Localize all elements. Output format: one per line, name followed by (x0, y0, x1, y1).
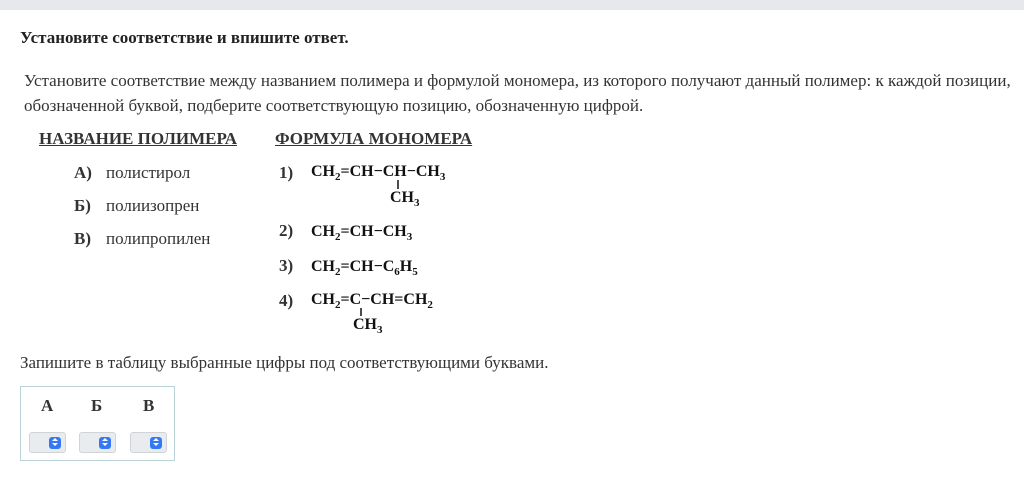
option-letter: А) (74, 163, 92, 182)
task-heading: Установите соответствие и впишите ответ. (20, 28, 349, 47)
answer-header-b: Б (91, 396, 103, 415)
answer-table (20, 386, 175, 461)
svg-text:CH3: $CH_3$ (390, 189, 420, 209)
answer-select-a[interactable] (29, 432, 66, 453)
formula-1-image (308, 158, 478, 210)
option-letter: В) (74, 229, 91, 248)
option-letter: Б) (74, 196, 91, 215)
svg-text:CH2=CH−CH3: $CH_2=CH-CH_3$ (311, 223, 413, 243)
formula-4-image (308, 286, 478, 338)
answer-header-a: А (41, 396, 54, 415)
monomer-formula-4 (308, 286, 478, 343)
monomer-number-3: 3) (279, 256, 294, 275)
option-name: полипропилен (106, 229, 211, 248)
answer-select-c[interactable] (130, 432, 167, 453)
svg-text:CH2=C−CH=CH2: $CH_2=C-CH=CH_2$ (311, 291, 433, 311)
monomer-formula-3 (308, 253, 448, 286)
svg-text:CH2=CH−C6H5: $CH_2=CH-C_6H_5$ (311, 258, 418, 278)
monomer-formula-1 (308, 158, 478, 215)
monomer-number-4: 4) (279, 291, 294, 310)
option-name: полистирол (106, 163, 191, 182)
top-bar (0, 0, 1024, 10)
answer-instruction: Запишите в таблицу выбранные цифры под соответствующими буквами. (20, 353, 549, 372)
option-name: полиизопрен (106, 196, 200, 215)
answer-select-b[interactable] (79, 432, 116, 453)
polymer-option-c (74, 229, 210, 249)
polymer-option-b (74, 196, 199, 216)
formula-3-image (308, 253, 448, 281)
select-arrows-icon (49, 437, 61, 449)
polymer-column-title: НАЗВАНИЕ ПОЛИМЕРА (39, 129, 237, 148)
task-intro: Установите соответствие между названием полимера и формулой мономера, из которого получают данный полимер: к каждой позиции, обозначенной буквой, подберите соответствующую позицию, обозначенную цифрой. (24, 71, 1011, 115)
monomer-number-2: 2) (279, 221, 294, 240)
select-arrows-icon (99, 437, 111, 449)
monomer-number-1: 1) (279, 163, 294, 182)
answer-header-c: В (143, 396, 155, 415)
monomer-column-title: ФОРМУЛА МОНОМЕРА (275, 129, 473, 148)
svg-text:CH3: $CH_3$ (353, 316, 383, 336)
monomer-formula-2 (308, 218, 438, 249)
select-arrows-icon (150, 437, 162, 449)
polymer-option-a (74, 163, 190, 183)
svg-text:CH2=CH−CH−CH3: $CH_2=CH-CH-CH_3$ (311, 163, 446, 183)
formula-2-image (308, 218, 438, 244)
